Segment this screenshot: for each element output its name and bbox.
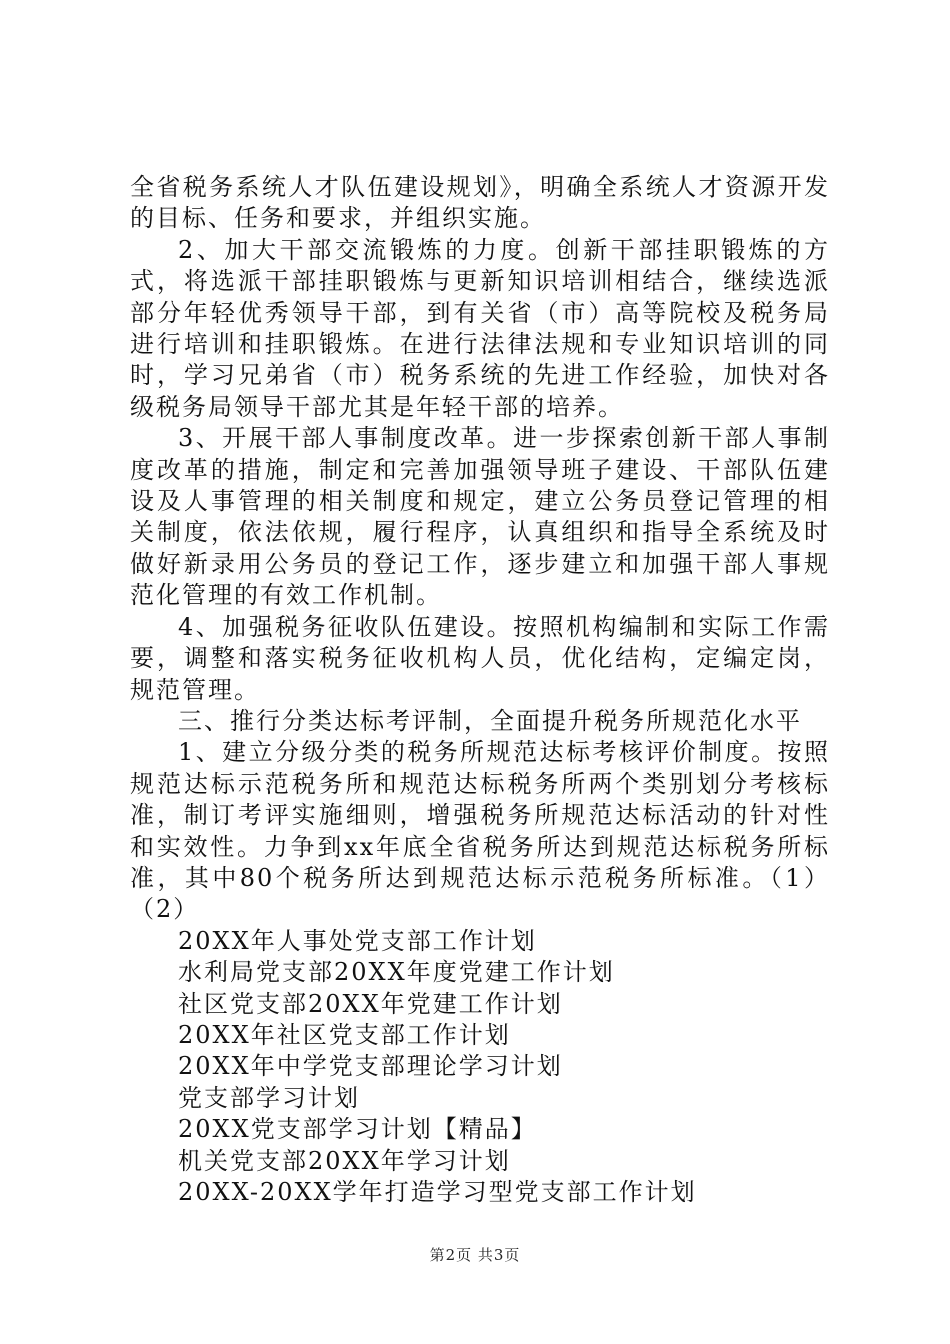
related-link[interactable]: 水利局党支部20XX年度党建工作计划 bbox=[178, 958, 615, 987]
related-link[interactable]: 20XX年人事处党支部工作计划 bbox=[178, 926, 537, 955]
page-number-footer: 第2页 共3页 bbox=[429, 1246, 521, 1264]
related-link[interactable]: 20XX-20XX学年打造学习型党支部工作计划 bbox=[178, 1178, 697, 1206]
related-link[interactable]: 20XX年社区党支部工作计划 bbox=[178, 1020, 511, 1049]
related-links-list bbox=[130, 926, 830, 1209]
paragraph-cadre-exchange: 2、加大干部交流锻炼的力度。创新干部挂职锻炼的方式，将选派干部挂职锻炼与更新知识培训相结合，继续选派部分年轻优秀领导干部，到有关省（市）高等院校及税务局进行培训和挂职锻炼。在进行法律法规和专业知识培训的同时，学习兄弟省（市）税务系统的先进工作经验，加快对各级税务局领导干部尤其是年轻干部的培养。 bbox=[130, 235, 830, 421]
related-link[interactable]: 20XX年中学党支部理论学习计划 bbox=[178, 1052, 563, 1081]
related-link[interactable]: 党支部学习计划 bbox=[178, 1083, 360, 1112]
paragraph-continuation: 全省税务系统人才队伍建设规划》，明确全系统人才资源开发的目标、任务和要求，并组织实施。 bbox=[130, 173, 830, 233]
related-link[interactable]: 社区党支部20XX年党建工作计划 bbox=[178, 989, 563, 1018]
paragraph-assessment-system: 1、建立分级分类的税务所规范达标考核评价制度。按照规范达标示范税务所和规范达标税务所两个类别划分考核标准，制订考评实施细则，增强税务所规范达标活动的针对性和实效性。力争到xx年底全省税务所达到规范达标税务所标准，其中80个税务所达到规范达标示范税务所标准。（1）（2） bbox=[130, 738, 830, 924]
document-body bbox=[130, 172, 830, 1208]
section-heading-three: 三、推行分类达标考评制，全面提升税务所规范化水平 bbox=[178, 706, 802, 735]
paragraph-collection-team: 4、加强税务征收队伍建设。按照机构编制和实际工作需要，调整和落实税务征收机构人员，优化结构，定编定岗，规范管理。 bbox=[130, 612, 830, 704]
related-link[interactable]: 20XX党支部学习计划【精品】 bbox=[178, 1115, 537, 1144]
paragraph-personnel-reform: 3、开展干部人事制度改革。进一步探索创新干部人事制度改革的措施，制定和完善加强领导班子建设、干部队伍建设及人事管理的相关制度和规定，建立公务员登记管理的相关制度，依法依规，履行程序，认真组织和指导全系统及时做好新录用公务员的登记工作，逐步建立和加强干部人事规范化管理的有效工作机制。 bbox=[130, 424, 830, 610]
related-link[interactable]: 机关党支部20XX年学习计划 bbox=[178, 1146, 511, 1175]
